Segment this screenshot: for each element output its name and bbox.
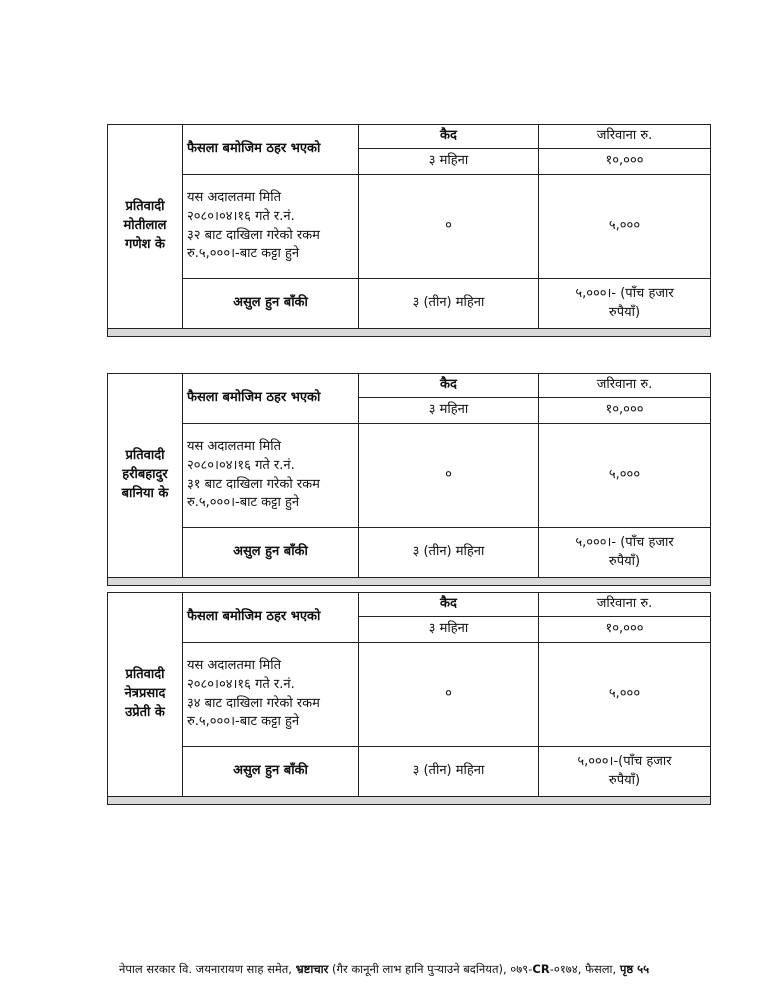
sentence-table <box>107 124 711 337</box>
sentence-table <box>107 592 711 805</box>
decided-fine: १०,००० <box>539 617 711 643</box>
remaining-fine-line: ५,०००।- (पाँच हजार <box>575 534 674 550</box>
page-footer <box>119 962 719 977</box>
remaining-fine-line: रुपैयाँ) <box>608 304 641 320</box>
decided-imprisonment: ३ महिना <box>359 149 539 175</box>
decision-header: फैसला बमोजिम ठहर भएको <box>183 593 359 643</box>
deduction-line: यस अदालतमा मिति <box>187 438 282 454</box>
remaining-imprisonment: ३ (तीन) महिना <box>359 279 539 329</box>
deduction-line: रु.५,०००।-बाट कट्टा हुने <box>187 495 300 511</box>
fine-header: जरिवाना रु. <box>539 125 711 149</box>
decided-imprisonment: ३ महिना <box>359 617 539 643</box>
remaining-fine <box>539 747 711 797</box>
deduction-imprisonment: ० <box>359 175 539 279</box>
deduction-line: २०८०।०४।१६ गते र.नं. <box>187 457 295 473</box>
deduction-line: रु.५,०००।-बाट कट्टा हुने <box>187 714 300 730</box>
remaining-label: असुल हुन बाँकी <box>183 279 359 329</box>
table-footer-strip <box>108 797 711 805</box>
defendant-label: प्रतिवादी <box>125 667 165 683</box>
case-block <box>107 373 710 586</box>
deduction-fine: ५,००० <box>539 424 711 528</box>
page-number: पृष्ठ ५५ <box>619 962 650 976</box>
deduction-line: यस अदालतमा मिति <box>187 189 282 205</box>
table-footer-strip <box>108 329 711 337</box>
remaining-imprisonment: ३ (तीन) महिना <box>359 528 539 578</box>
footer-case-title: नेपाल सरकार वि. जयनारायण साह समेत, <box>119 962 292 976</box>
sentence-table <box>107 373 711 586</box>
deduction-fine: ५,००० <box>539 175 711 279</box>
defendant-label: प्रतिवादी <box>125 199 165 215</box>
remaining-fine-line: रुपैयाँ) <box>608 772 641 788</box>
decision-header: फैसला बमोजिम ठहर भएको <box>183 374 359 424</box>
deduction-line: ३१ बाट दाखिला गरेको रकम <box>187 476 320 492</box>
footer-cr: CR <box>532 962 550 976</box>
deduction-line: यस अदालतमा मिति <box>187 657 282 673</box>
decided-fine: १०,००० <box>539 149 711 175</box>
imprisonment-header: कैद <box>359 125 539 149</box>
case-block <box>107 124 710 337</box>
decided-imprisonment: ३ महिना <box>359 398 539 424</box>
defendant-name: मोतीलाल <box>123 218 167 234</box>
footer-subject: भ्रष्टाचार <box>295 962 329 976</box>
remaining-label: असुल हुन बाँकी <box>183 528 359 578</box>
remaining-fine <box>539 528 711 578</box>
deduction-description <box>183 175 359 279</box>
fine-header: जरिवाना रु. <box>539 593 711 617</box>
defendant-name: नेत्रप्रसाद <box>124 686 166 702</box>
remaining-fine-line: ५,०००।-(पाँच हजार <box>577 753 672 769</box>
remaining-fine-line: ५,०००।- (पाँच हजार <box>575 285 674 301</box>
decided-fine: १०,००० <box>539 398 711 424</box>
remaining-imprisonment: ३ (तीन) महिना <box>359 747 539 797</box>
footer-subject-detail: (गैर कानूनी लाभ हानि पुर्‍याउने बदनियत), ०७९- <box>332 962 533 976</box>
deduction-line: २०८०।०४।१६ गते र.नं. <box>187 676 295 692</box>
defendant-label: प्रतिवादी <box>125 448 165 464</box>
fine-header: जरिवाना रु. <box>539 374 711 398</box>
defendant-surname: गणेश के <box>124 236 166 252</box>
defendant-cell <box>108 125 183 329</box>
defendant-surname: बानिया के <box>121 485 169 501</box>
defendant-surname: उप्रेती के <box>125 704 165 720</box>
deduction-line: २०८०।०४।१६ गते र.नं. <box>187 208 295 224</box>
footer-decision: फैसला, <box>585 962 617 976</box>
deduction-line: ३२ बाट दाखिला गरेको रकम <box>187 227 320 243</box>
imprisonment-header: कैद <box>359 593 539 617</box>
deduction-line: ३४ बाट दाखिला गरेको रकम <box>187 695 320 711</box>
remaining-fine <box>539 279 711 329</box>
case-block <box>107 592 710 805</box>
deduction-description <box>183 643 359 747</box>
deduction-fine: ५,००० <box>539 643 711 747</box>
imprisonment-header: कैद <box>359 374 539 398</box>
table-footer-strip <box>108 578 711 586</box>
defendant-cell <box>108 593 183 797</box>
remaining-fine-line: रुपैयाँ) <box>608 553 641 569</box>
deduction-imprisonment: ० <box>359 643 539 747</box>
decision-header: फैसला बमोजिम ठहर भएको <box>183 125 359 175</box>
deduction-description <box>183 424 359 528</box>
footer-case-number: -०१७४, <box>549 962 582 976</box>
remaining-label: असुल हुन बाँकी <box>183 747 359 797</box>
defendant-name: हरीबहादुर <box>122 467 168 483</box>
deduction-line: रु.५,०००।-बाट कट्टा हुने <box>187 246 300 262</box>
deduction-imprisonment: ० <box>359 424 539 528</box>
defendant-cell <box>108 374 183 578</box>
